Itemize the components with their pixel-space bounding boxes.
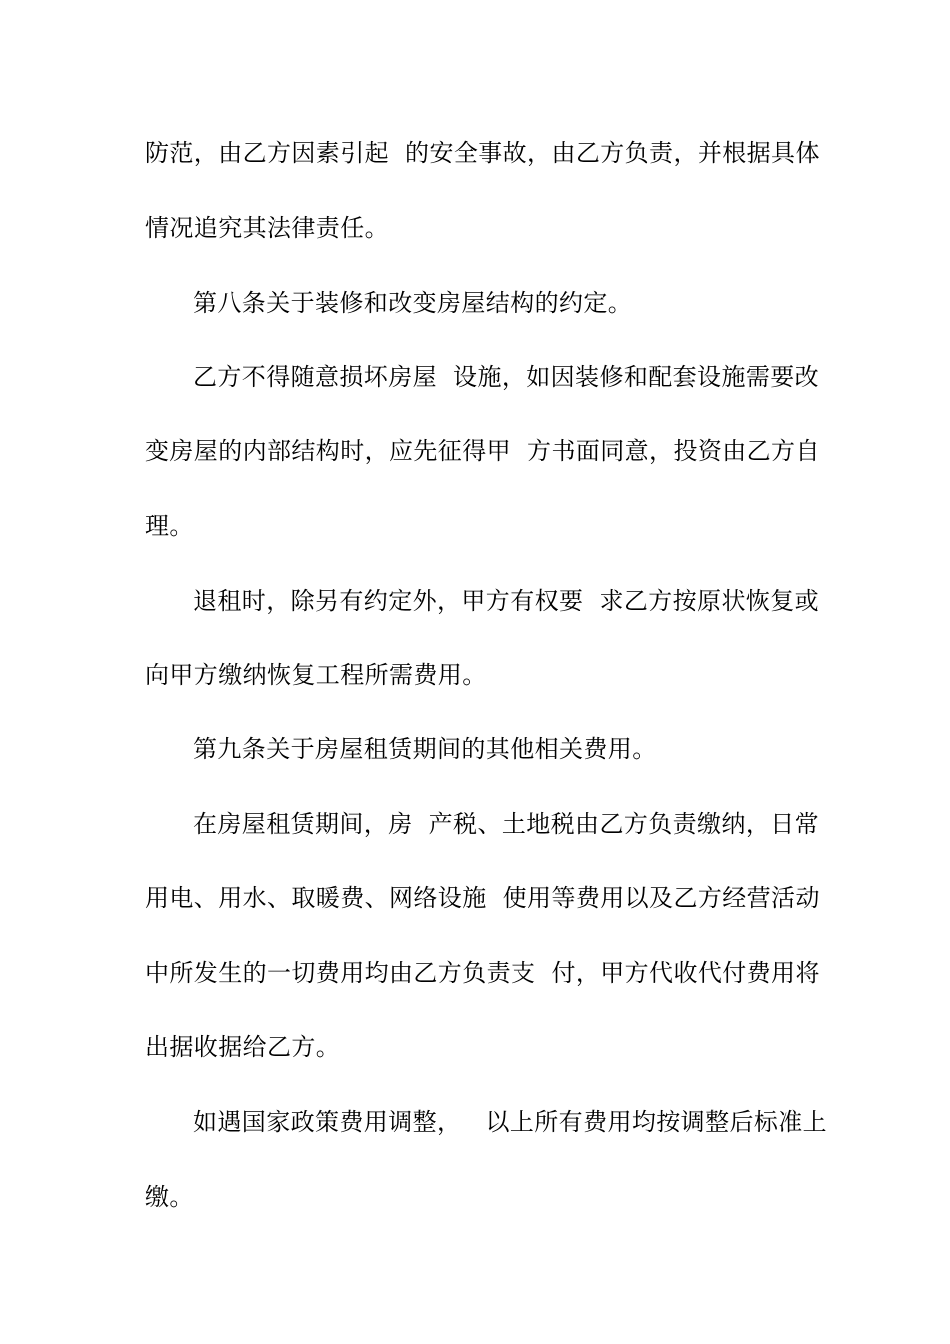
text-line: 用电、用水、取暖费、网络设施 使用等费用以及乙方经营活动 [145,884,820,912]
text-line: 防范，由乙方因素引起 的安全事故，由乙方负责，并根据具体 [145,139,820,167]
section-heading-9: 第九条关于房屋租赁期间的其他相关费用。 [193,735,657,763]
text-line: 情况追究其法律责任。 [145,214,389,242]
paragraph-start: 退租时，除另有约定外，甲方有权要 求乙方按原状恢复或 [193,587,820,615]
text-line: 变房屋的内部结构时，应先征得甲 方书面同意，投资由乙方自 [145,437,820,465]
paragraph-start: 如遇国家政策费用调整， 以上所有费用均按调整后标准上 [193,1108,828,1136]
paragraph-start: 乙方不得随意损坏房屋 设施，如因装修和配套设施需要改 [193,363,820,391]
text-line: 理。 [145,512,194,540]
text-line: 中所发生的一切费用均由乙方负责支 付，甲方代收代付费用将 [145,959,820,987]
text-line: 出据收据给乙方。 [145,1033,341,1061]
section-heading-8: 第八条关于装修和改变房屋结构的约定。 [193,289,633,317]
text-line: 向甲方缴纳恢复工程所需费用。 [145,661,487,689]
text-line: 缴。 [145,1183,194,1211]
paragraph-start: 在房屋租赁期间，房 产税、土地税由乙方负责缴纳，日常 [193,810,820,838]
